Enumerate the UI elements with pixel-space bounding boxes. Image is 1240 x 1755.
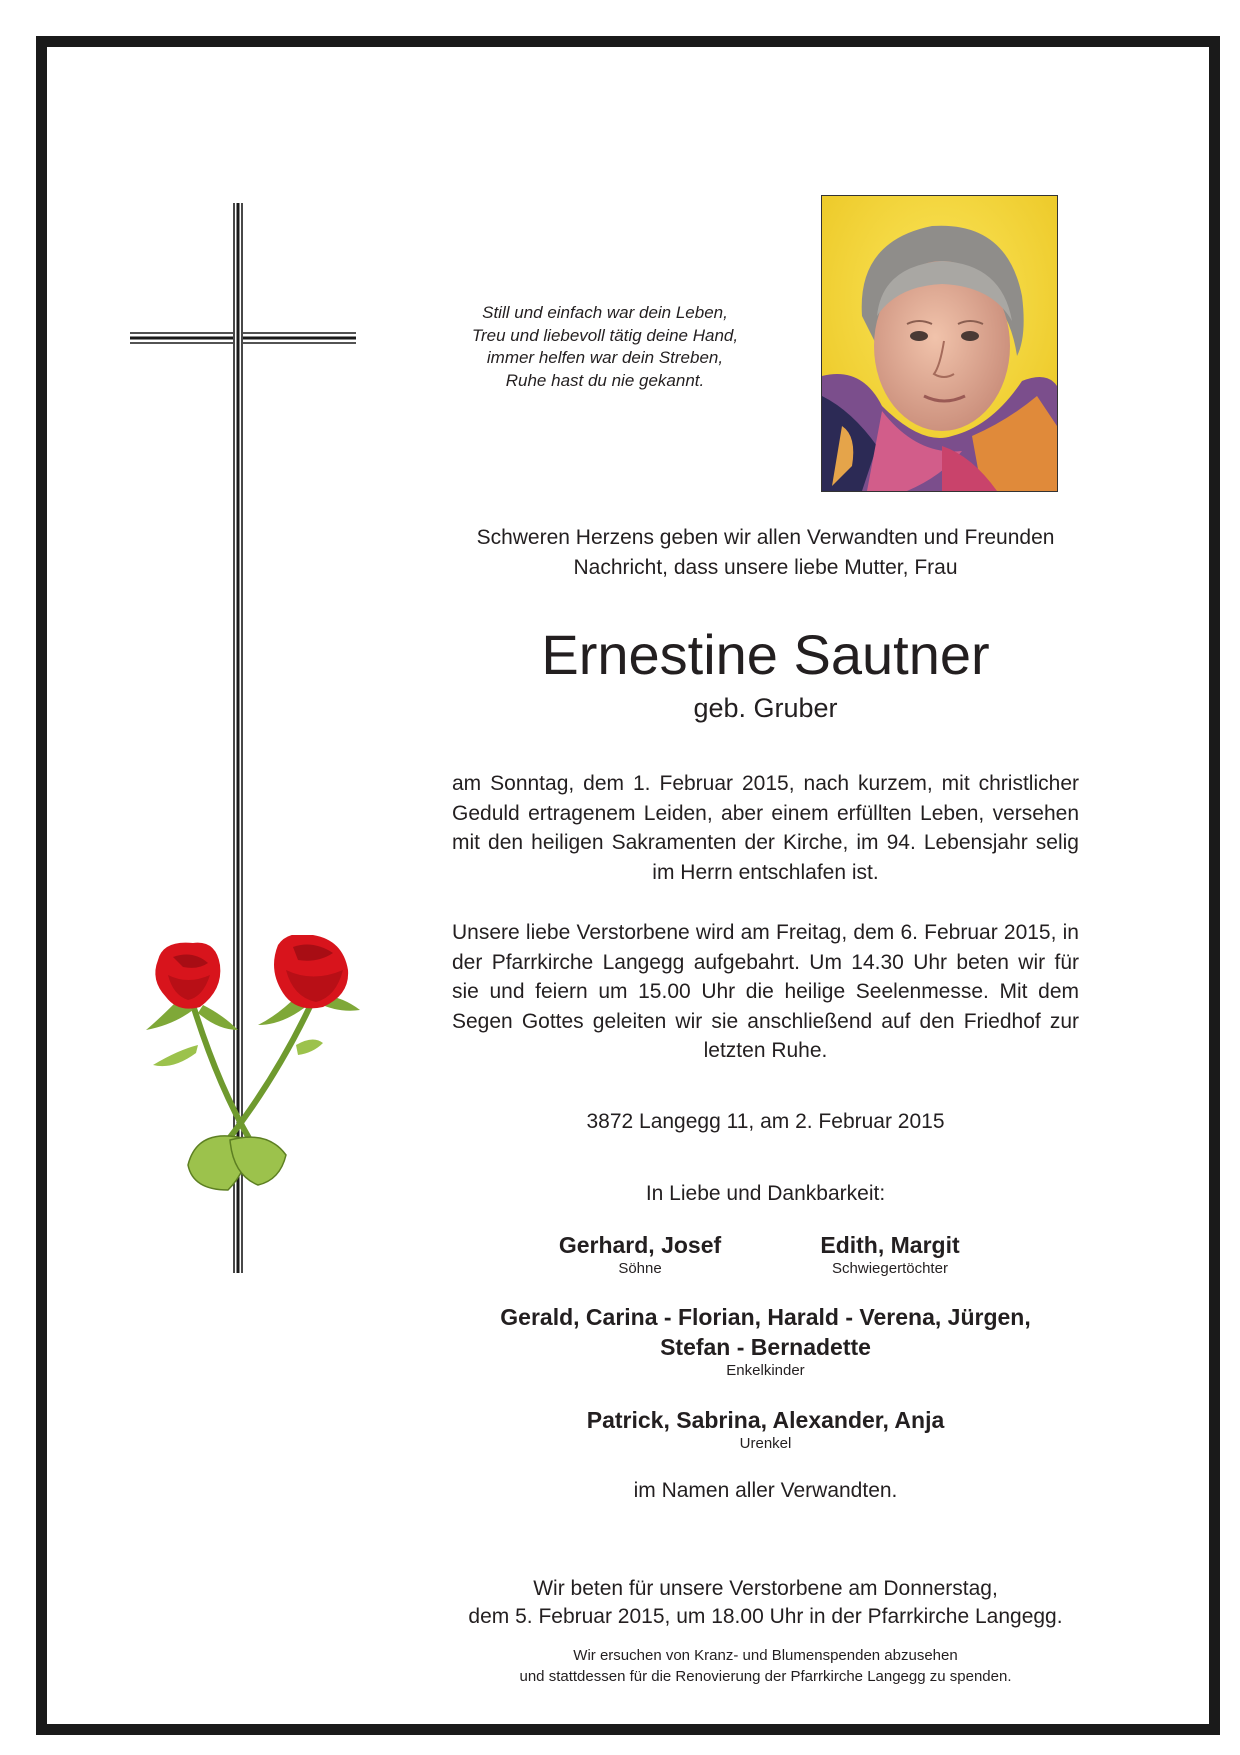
daughters-in-law-relation: Schwiegertöchter [832,1260,948,1277]
prayer-line: dem 5. Februar 2015, um 18.00 Uhr in der Pfarrkirche Langegg. [468,1605,1063,1628]
announcement-intro [452,523,1079,583]
great-grandchildren-relation: Urenkel [739,1435,792,1452]
maiden-name: geb. Gruber [693,693,838,723]
poem-line: Ruhe hast du nie gekannt. [505,370,705,390]
intro-line: Schweren Herzens geben wir allen Verwandten und Freunden [476,526,1055,549]
notice-line: und stattdessen für die Renovierung der Pfarrkirche Langegg zu spenden. [519,1668,1012,1685]
poem-line: Still und einfach war dein Leben, [482,303,728,322]
death-paragraph: am Sonntag, dem 1. Februar 2015, nach kurzem, mit christlicher Geduld ertragenem Leiden, aber einem erfüllten Leben, versehen mit den heiligen Sakramenten der Kirche, im 94. Lebensjahr selig im Herrn entschlafen ist. [452,772,1079,884]
donation-notice [452,1645,1079,1687]
prayer-line: Wir beten für unsere Verstorbene am Donnerstag, [533,1577,998,1600]
roses-icon [138,935,408,1205]
poem-line: Treu und liebevoll tätig deine Hand, [471,325,739,345]
place-and-date: 3872 Langegg 11, am 2. Februar 2015 [586,1110,945,1133]
grandchildren-group [452,1302,1079,1380]
grandchildren-names: Stefan - Bernadette [660,1334,871,1360]
grandchildren-relation: Enkelkinder [726,1362,805,1379]
daughters-in-law-names: Edith, Margit [820,1232,960,1258]
funeral-paragraph: Unsere liebe Verstorbene wird am Freitag, dem 6. Februar 2015, in der Pfarrkirche Langegg aufgebahrt. Um 14.30 Uhr beten wir für sie und feiern um 15.00 Uhr die heilige Seelenmesse. Mit dem Segen Gottes geleiten wir sie anschließend auf den Friedhof zur letzten Ruhe. [452,921,1079,1062]
sons-group [540,1230,740,1278]
grandchildren-names: Gerald, Carina - Florian, Harald - Verena, Jürgen, [500,1304,1031,1330]
great-grandchildren-names: Patrick, Sabrina, Alexander, Anja [586,1407,945,1433]
daughters-in-law-group [790,1230,990,1278]
portrait-photo [821,195,1058,492]
notice-line: Wir ersuchen von Kranz- und Blumenspenden abzusehen [573,1647,958,1664]
sons-names: Gerhard, Josef [558,1232,722,1258]
intro-line: Nachricht, dass unsere liebe Mutter, Frau [573,556,958,579]
sons-relation: Söhne [618,1260,662,1277]
great-grandchildren-group [452,1405,1079,1453]
all-relatives-line: im Namen aller Verwandten. [633,1479,898,1502]
thanks-line: In Liebe und Dankbarkeit: [645,1182,886,1205]
deceased-name: Ernestine Sautner [541,623,990,686]
prayer-announcement [452,1575,1079,1631]
poem-line: immer helfen war dein Streben, [486,348,724,367]
portrait-image [822,196,1057,491]
memorial-poem [430,302,780,392]
